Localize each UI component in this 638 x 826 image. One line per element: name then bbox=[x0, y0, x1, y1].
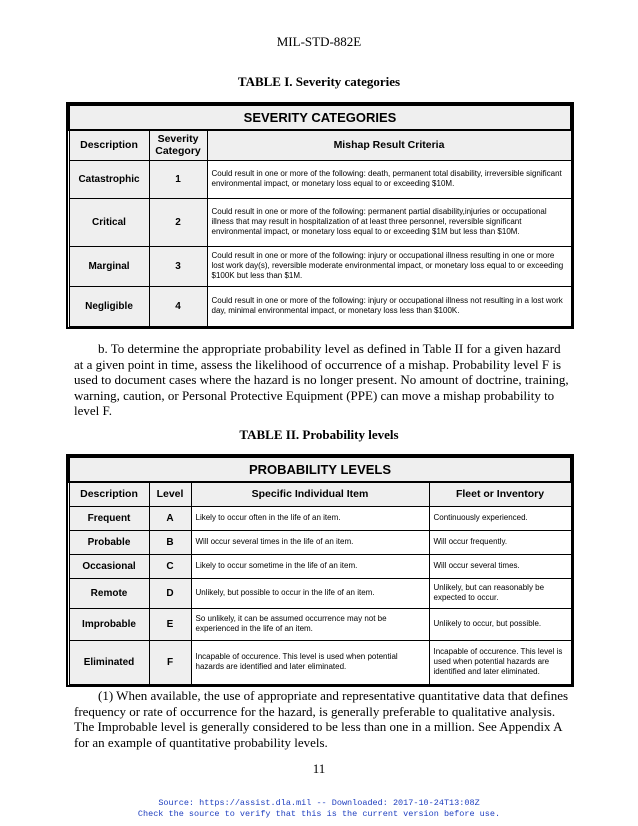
individual-item-text: Unlikely, but possible to occur in the life of an item. bbox=[191, 578, 429, 608]
severity-description: Catastrophic bbox=[69, 160, 149, 198]
table-row bbox=[69, 286, 571, 326]
footer-source-line: Source: https://assist.dla.mil -- Downloaded: 2017-10-24T13:08Z bbox=[158, 798, 480, 808]
individual-item-text: Will occur several times in the life of an item. bbox=[191, 530, 429, 554]
mishap-criteria: Could result in one or more of the following: injury or occupational illness not resulting in a lost work day, minimal environmental impact, or monetary loss less than $100K. bbox=[207, 286, 571, 326]
probability-level: C bbox=[149, 554, 191, 578]
probability-description: Frequent bbox=[69, 506, 149, 530]
probability-description: Improbable bbox=[69, 608, 149, 640]
table-row bbox=[69, 608, 571, 640]
fleet-inventory-text: Will occur frequently. bbox=[429, 530, 571, 554]
fleet-inventory-text: Unlikely to occur, but possible. bbox=[429, 608, 571, 640]
page-number: 11 bbox=[312, 761, 326, 776]
footer-verify-line: Check the source to verify that this is the current version before use. bbox=[137, 809, 501, 819]
probability-description: Occasional bbox=[69, 554, 149, 578]
col-header-fleet-or-inventory: Fleet or Inventory bbox=[429, 482, 571, 506]
severity-table bbox=[68, 104, 572, 327]
severity-table-title: SEVERITY CATEGORIES bbox=[69, 105, 571, 130]
probability-description: Remote bbox=[69, 578, 149, 608]
table-row bbox=[69, 246, 571, 286]
col-header-specific-individual-item: Specific Individual Item bbox=[191, 482, 429, 506]
severity-category: 1 bbox=[149, 160, 207, 198]
col-header-description: Description bbox=[69, 130, 149, 160]
severity-description: Marginal bbox=[69, 246, 149, 286]
probability-table-title: PROBABILITY LEVELS bbox=[69, 457, 571, 482]
fleet-inventory-text: Unlikely, but can reasonably be expected to occur. bbox=[429, 578, 571, 608]
probability-level: D bbox=[149, 578, 191, 608]
table-row bbox=[69, 198, 571, 246]
col-header-level: Level bbox=[149, 482, 191, 506]
probability-level: E bbox=[149, 608, 191, 640]
table-row bbox=[69, 554, 571, 578]
severity-category: 3 bbox=[149, 246, 207, 286]
fleet-inventory-text: Incapable of occurence. This level is used when potential hazards are identified and later eliminated. bbox=[429, 640, 571, 684]
probability-description: Probable bbox=[69, 530, 149, 554]
individual-item-text: So unlikely, it can be assumed occurrence may not be experienced in the life of an item. bbox=[191, 608, 429, 640]
table-row bbox=[69, 530, 571, 554]
col-header-mishap-result-criteria: Mishap Result Criteria bbox=[207, 130, 571, 160]
probability-table bbox=[68, 456, 572, 685]
fleet-inventory-text: Will occur several times. bbox=[429, 554, 571, 578]
table1-caption: TABLE I. Severity categories bbox=[237, 74, 401, 89]
table2-caption: TABLE II. Probability levels bbox=[239, 427, 399, 442]
probability-level: B bbox=[149, 530, 191, 554]
document-header: MIL-STD-882E bbox=[276, 34, 362, 49]
fleet-inventory-text: Continuously experienced. bbox=[429, 506, 571, 530]
table-row bbox=[69, 506, 571, 530]
severity-description: Negligible bbox=[69, 286, 149, 326]
probability-level: A bbox=[149, 506, 191, 530]
severity-description: Critical bbox=[69, 198, 149, 246]
table-row bbox=[69, 640, 571, 684]
paragraph-b: b. To determine the appropriate probability level as defined in Table II for a given hazard at a given point in time, assess the likelihood of occurrence of a mishap. Probability level F is used to document cases where the hazard is no longer present. No amount of doctrine, training, warning, caution, or Personal Protective Equipment (PPE) can move a mishap probability to level F. bbox=[74, 341, 569, 418]
individual-item-text: Likely to occur often in the life of an item. bbox=[191, 506, 429, 530]
probability-level: F bbox=[149, 640, 191, 684]
col-header-description: Description bbox=[69, 482, 149, 506]
individual-item-text: Incapable of occurence. This level is used when potential hazards are identified and later eliminated. bbox=[191, 640, 429, 684]
mishap-criteria: Could result in one or more of the following: death, permanent total disability, irreversible significant environmental impact, or monetary loss equal to or exceeding $10M. bbox=[207, 160, 571, 198]
col-header-severity-category: Severity Category bbox=[149, 130, 207, 160]
table-row bbox=[69, 160, 571, 198]
probability-description: Eliminated bbox=[69, 640, 149, 684]
severity-category: 2 bbox=[149, 198, 207, 246]
table-row bbox=[69, 578, 571, 608]
severity-category: 4 bbox=[149, 286, 207, 326]
individual-item-text: Likely to occur sometime in the life of an item. bbox=[191, 554, 429, 578]
mishap-criteria: Could result in one or more of the following: permanent partial disability,injuries or occupational illness that may result in hospitalization of at least three personnel, reversible significant environmental impact, or monetary loss equal to or exceeding $1M but less than $10M. bbox=[207, 198, 571, 246]
mishap-criteria: Could result in one or more of the following: injury or occupational illness resulting in one or more lost work day(s), reversible moderate environmental impact, or monetary loss equal to or exceeding $100K but less than $1M. bbox=[207, 246, 571, 286]
paragraph-1: (1) When available, the use of appropriate and representative quantitative data that defines frequency or rate of occurrence for the hazard, is generally preferable to qualitative analysis. The Improbable level is generally considered to be less than one in a million. See Appendix A for an example of quantitative probability levels. bbox=[74, 688, 569, 750]
